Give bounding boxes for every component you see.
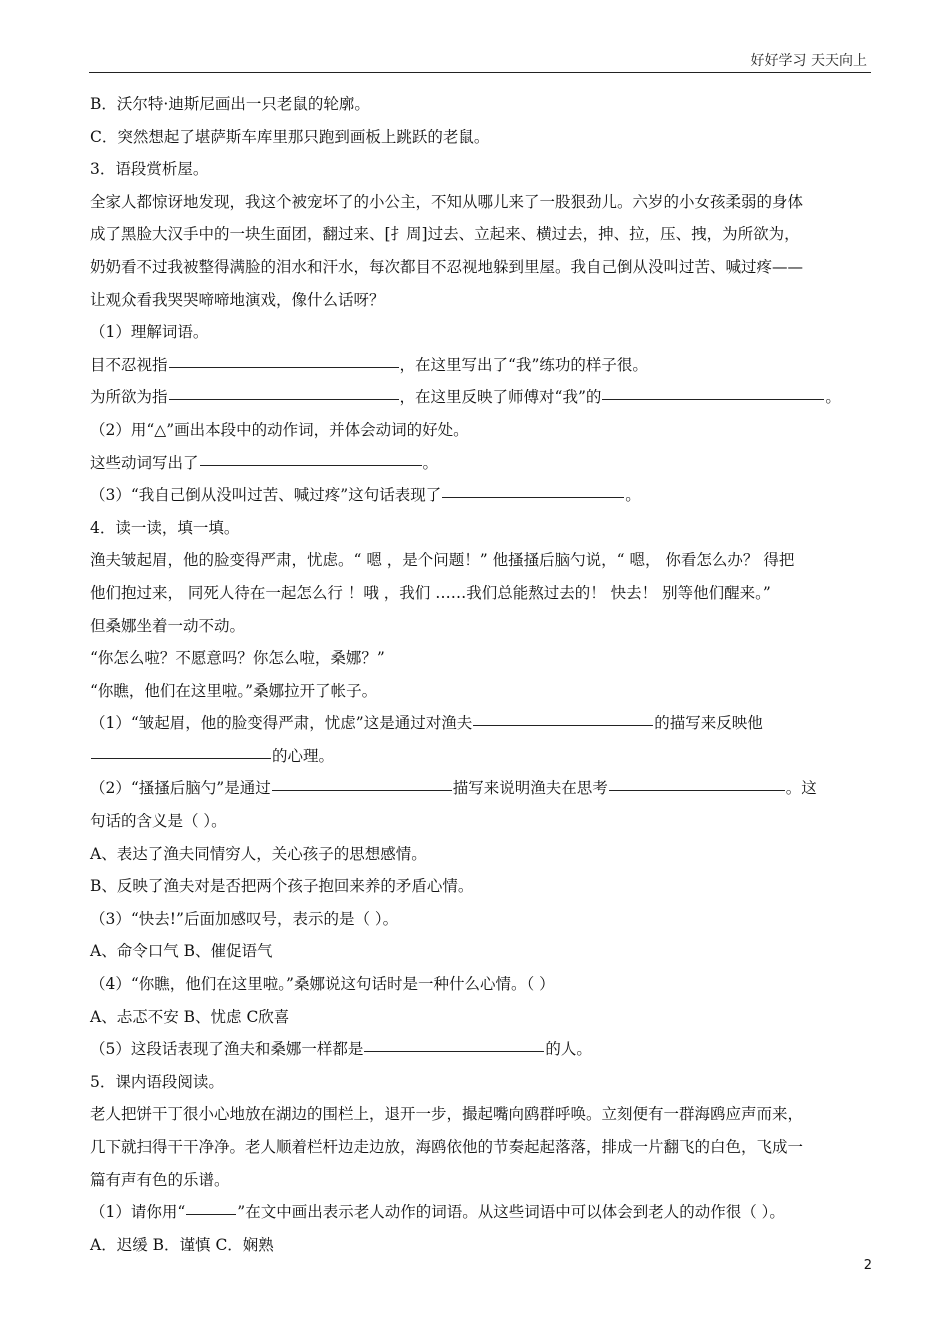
question-line: （4）“你瞧，他们在这里啦。”桑娜说这句话时是一种什么心情。（ ）	[90, 975, 555, 994]
question-text: 的描写来反映他	[654, 714, 763, 733]
answer-blank[interactable]	[364, 1031, 544, 1052]
section-heading: 5．课内语段阅读。	[90, 1072, 224, 1091]
question-text: （3）“我自己倒从没叫过苦、喊过疼”这句话表现了	[90, 486, 442, 505]
section-heading: 4．读一读，填一填。	[90, 518, 240, 537]
passage-line: “你瞧，他们在这里啦。”桑娜拉开了帐子。	[90, 681, 378, 700]
question-text: 。	[422, 453, 439, 472]
question-text: （2）“搔搔后脑勺”是通过	[90, 779, 271, 798]
option-line: A．迟缓 B．谨慎 C．娴熟	[90, 1235, 274, 1254]
question-line	[90, 447, 872, 480]
passage-line: 成了黑脸大汉手中的一块生面团，翻过来、[扌周]过去、立起来、横过去，抻、拉，压、拽，为所欲为，	[90, 225, 800, 244]
passage-line: 但桑娜坐着一动不动。	[90, 616, 246, 635]
text-line: B．沃尔特·迪斯尼画出一只老鼠的轮廓。	[90, 95, 370, 113]
answer-blank[interactable]	[169, 347, 399, 368]
answer-blank[interactable]	[272, 770, 452, 791]
question-line	[90, 479, 872, 512]
question-text: （1）“皱起眉，他的脸变得严肃，忧虑”这是通过对渔夫	[90, 714, 473, 733]
question-text: 这些动词写出了	[90, 453, 199, 472]
question-text: ”在文中画出表示老人动作的词语。从这些词语中可以体会到老人的动作很（ ）。	[237, 1203, 785, 1222]
question-text: （5）这段话表现了渔夫和桑娜一样都是	[90, 1040, 364, 1059]
answer-blank[interactable]	[602, 379, 824, 400]
question-line	[90, 707, 872, 740]
option-line: B、反映了渔夫对是否把两个孩子抱回来养的矛盾心情。	[90, 877, 474, 896]
option-line: A、忐忑不安 B、忧虑 C欣喜	[90, 1007, 290, 1026]
answer-blank[interactable]	[473, 705, 653, 726]
passage-line: 渔夫皱起眉，他的脸变得严肃，忧虑。“ 嗯 ，是个问题！” 他搔搔后脑勺说，“ 嗯， 你看怎么办？ 得把	[90, 551, 795, 570]
question-text: 。	[625, 486, 641, 505]
section-heading: 3．语段赏析屋。	[90, 160, 209, 179]
answer-blank[interactable]	[169, 379, 399, 400]
underline-sample	[186, 1194, 236, 1215]
question-text: （1）请你用“	[90, 1203, 186, 1222]
passage-line: 奶奶看不过我被整得满脸的泪水和汗水，每次都目不忍视地躲到里屋。我自己倒从没叫过苦、喊过疼——	[90, 257, 804, 276]
question-text: 的心理。	[272, 746, 335, 765]
passage-line: 几下就扫得干干净净。老人顺着栏杆边走边放，海鸥依他的节奏起起落落，排成一片翻飞的白色，飞成一	[90, 1138, 804, 1156]
answer-blank[interactable]	[200, 445, 422, 466]
passage-line: 他们抱过来， 同死人待在一起怎么行 ！哦 ，我们 ……我们总能熬过去的！ 快去！ 别等他们醒来。”	[90, 583, 771, 602]
option-line: A、命令口气 B、催促语气	[90, 942, 273, 961]
answer-blank[interactable]	[442, 477, 624, 498]
question-text: 目不忍视指	[90, 355, 168, 374]
question-text: 。这	[785, 779, 817, 798]
option-line: A、表达了渔夫同情穷人，关心孩子的思想感情。	[90, 844, 427, 863]
question-line: （3）“快去!”后面加感叹号，表示的是（ ）。	[90, 909, 399, 928]
question-line	[90, 772, 872, 805]
question-text: ，在这里反映了师傅对“我”的	[399, 388, 602, 407]
answer-blank[interactable]	[609, 770, 785, 791]
page-number: 2	[863, 1258, 872, 1273]
header-slogan: 好好学习 天天向上	[750, 53, 867, 69]
text-line: C．突然想起了堪萨斯车库里那只跑到画板上跳跃的老鼠。	[90, 127, 490, 146]
question-text: 描写来说明渔夫在思考	[452, 779, 608, 798]
answer-blank[interactable]	[91, 738, 271, 759]
question-line	[90, 1196, 872, 1229]
question-line: （2）用“△”画出本段中的动作词，并体会动词的好处。	[90, 420, 469, 439]
question-text: 的人。	[545, 1040, 592, 1059]
question-line: 句话的含义是（ ）。	[90, 812, 227, 831]
document-body	[90, 88, 872, 1261]
passage-line: 篇有声有色的乐谱。	[90, 1170, 230, 1189]
question-line	[90, 349, 872, 382]
passage-line: 老人把饼干丁很小心地放在湖边的围栏上，退开一步，撮起嘴向鸥群呼唤。立刻便有一群海鸥应声而来，	[90, 1105, 804, 1124]
question-text: ，在这里写出了“我”练功的样子很。	[399, 355, 648, 374]
passage-line: 全家人都惊讶地发现，我这个被宠坏了的小公主，不知从哪儿来了一股狠劲儿。六岁的小女孩柔弱的身体	[90, 192, 804, 211]
passage-line: 让观众看我哭哭啼啼地演戏，像什么话呀？	[90, 290, 385, 309]
question-line	[90, 1033, 872, 1066]
question-line	[90, 381, 872, 414]
question-line: （1）理解词语。	[90, 323, 209, 342]
page-header	[89, 48, 871, 73]
question-text: 为所欲为指	[90, 388, 168, 407]
passage-line: “你怎么啦？不愿意吗？你怎么啦，桑娜？”	[90, 649, 385, 668]
question-line	[90, 740, 872, 773]
question-text: 。	[825, 388, 841, 407]
